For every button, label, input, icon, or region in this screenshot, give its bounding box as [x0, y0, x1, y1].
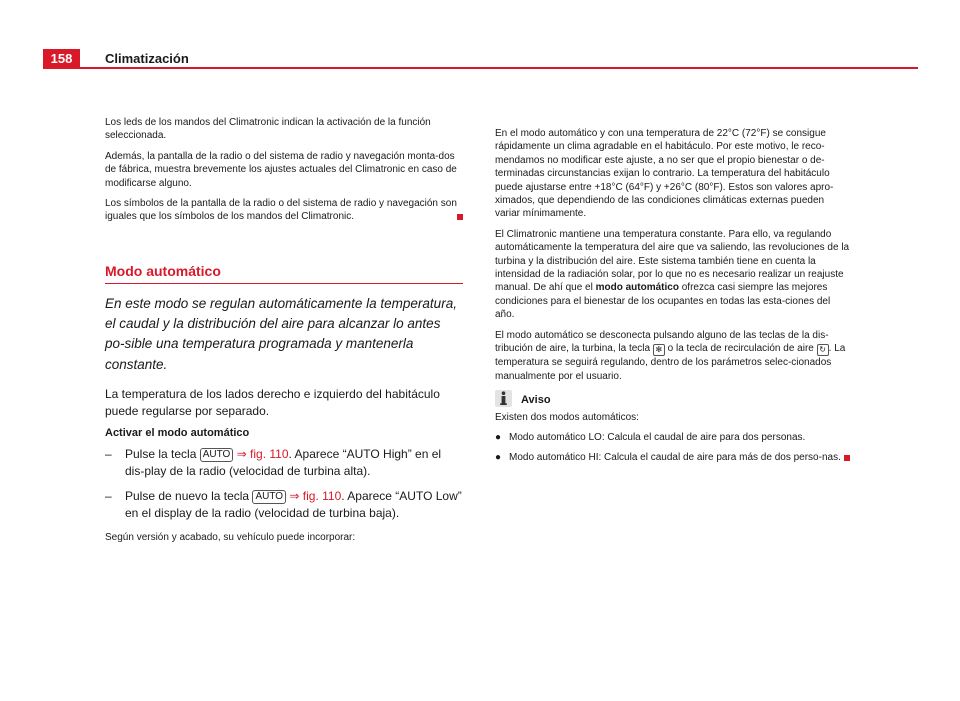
right-column: [495, 127, 850, 470]
note-bullet: [495, 451, 850, 464]
note-bullet-text: Modo automático HI: Calcula el caudal de aire para más de dos perso-nas.: [509, 451, 841, 463]
note-title: Aviso: [521, 393, 551, 406]
section-lead: En este modo se regulan automáticamente la temperatura, el caudal y la distribución del aire para alcanzar lo antes po-sible una temperatura programada y mantenerla constante.: [105, 295, 457, 372]
paragraph-disconnect-pre: El modo automático se desconecta pulsando alguno de las teclas de la dis-tribución de aire, la turbina, la tecla: [495, 329, 829, 355]
step-dash: –: [105, 447, 112, 462]
paragraph-leds: Los leds de los mandos del Climatronic indican la activación de la función seleccionada.: [105, 117, 431, 142]
end-marker-icon: [844, 455, 850, 461]
chapter-title: Climatización: [105, 51, 189, 66]
paragraph-temperature: En el modo automático y con una temperatura de 22°C (72°F) se consigue rápidamente un clima agradable en el habitáculo. Por este motivo, le reco-mendamos no modificar este ajuste, a no ser que el propio bienestar o de-terminadas circunstancias exijan lo contrario. La temperatura del habitáculo puede ajustarse entre +18°C (64°F) y +26°C (80°F). Estos son valores apro-ximados, que dependiendo de las condiciones climáticas externas pueden variar mínimamente.: [495, 128, 834, 220]
auto-key: AUTO: [200, 448, 234, 462]
step-1-pre: Pulse la tecla: [125, 447, 197, 462]
paragraph-constant-bold: modo automático: [595, 282, 679, 294]
step-2: [105, 488, 463, 521]
note-intro: Existen dos modos automáticos:: [495, 411, 639, 423]
header-rule: [43, 67, 918, 69]
paragraph-constant: [495, 228, 850, 322]
paragraph-constant-pre: El Climatronic mantiene una temperatura constante. Para ello, va regulando automáticamente la temperatura del aire que va saliendo, las revoluciones de la turbina y la distribución del aire. Este sistema también tiene en cuenta la intensidad de la radiación solar, por lo que no es necesario realizar un reajuste manual. De ahí que el: [495, 228, 850, 294]
page-number: 158: [43, 49, 80, 68]
paragraph-constant-post: ofrezca casi siempre las mejores condiciones para el bienestar de los ocupantes en todas las esta-ciones del año.: [495, 282, 831, 321]
recirculation-icon: ↻: [817, 344, 829, 356]
section-title: Modo automático: [105, 262, 221, 279]
bullet-dot: ●: [495, 451, 502, 463]
paragraph-disconnect-post: . La temperatura se seguirá regulando, dentro de los parámetros selec-cionados manualmente por el usuario.: [495, 343, 846, 382]
left-column: [105, 116, 463, 551]
section-rule: [105, 283, 463, 284]
info-note-icon: [495, 390, 512, 407]
paragraph-display: Además, la pantalla de la radio o del sistema de radio y navegación monta-dos de fábrica, muestra brevemente los ajustes actuales del Climatronic en caso de modificarse alguno.: [105, 150, 457, 189]
note-bullet: [495, 431, 850, 444]
paragraph-symbols: [105, 197, 463, 224]
paragraph-symbols-text: Los símbolos de la pantalla de la radio o del sistema de radio y navegación son iguales que los símbolos de los mandos del Climatronic.: [105, 198, 457, 223]
step-2-post: . Aparece “AUTO Low” en el display de la radio (velocidad de turbina baja).: [125, 489, 462, 520]
step-1: [105, 446, 463, 479]
figure-link[interactable]: ⇒ fig. 110: [236, 447, 289, 462]
closing-paragraph: Según versión y acabado, su vehículo puede incorporar:: [105, 532, 356, 544]
note-header: [495, 390, 850, 407]
intro-paragraph: La temperatura de los lados derecho e izquierdo del habitáculo puede regularse por separado.: [105, 387, 440, 418]
fan-icon: ✻: [653, 344, 665, 356]
end-marker-icon: [457, 214, 463, 220]
subheading-activate: Activar el modo automático: [105, 427, 250, 440]
step-1-post: . Aparece “AUTO High” en el dis-play de la radio (velocidad de turbina alta).: [125, 447, 442, 478]
paragraph-disconnect: [495, 329, 850, 383]
paragraph-disconnect-mid: o la tecla de recirculación de aire: [667, 343, 814, 355]
step-2-pre: Pulse de nuevo la tecla: [125, 489, 250, 504]
figure-link[interactable]: ⇒ fig. 110: [289, 489, 342, 504]
step-dash: –: [105, 489, 112, 504]
note-bullet-text: Modo automático LO: Calcula el caudal de aire para dos personas.: [509, 432, 806, 444]
auto-key: AUTO: [252, 490, 286, 504]
bullet-dot: ●: [495, 432, 502, 444]
